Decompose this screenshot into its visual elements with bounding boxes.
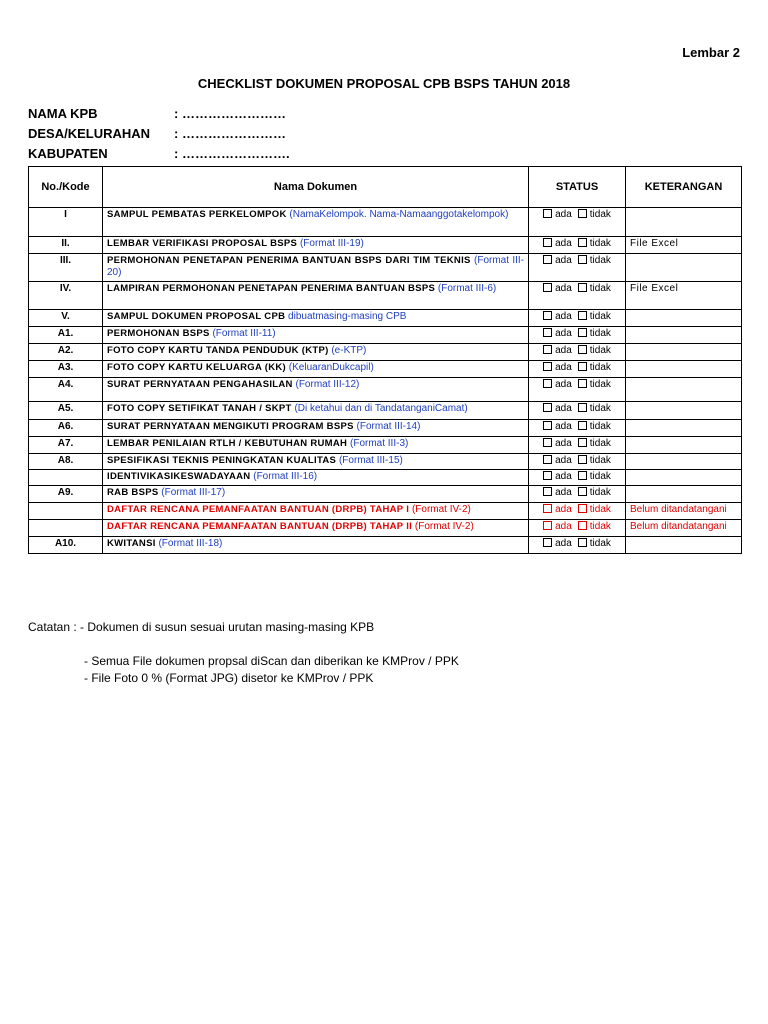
document-format: (Format III-16) <box>253 471 318 482</box>
status-ada-option[interactable] <box>543 403 572 415</box>
status-ada-label: ada <box>555 438 572 449</box>
status-tidak-option[interactable] <box>578 328 611 340</box>
document-format: (Format IV-2) <box>414 521 474 532</box>
row-status <box>529 237 626 254</box>
document-format: (Format III-11) <box>212 328 276 339</box>
status-ada-option[interactable] <box>543 504 572 516</box>
document-name: FOTO COPY KARTU KELUARGA (KK) <box>107 362 286 373</box>
row-document-name <box>103 470 529 486</box>
status-tidak-option[interactable] <box>578 379 611 391</box>
row-code: A10. <box>29 537 103 554</box>
header-name: Nama Dokumen <box>103 167 529 208</box>
row-code <box>29 503 103 520</box>
checkbox-icon[interactable] <box>578 379 587 388</box>
row-document-name <box>103 327 529 344</box>
table-row <box>29 310 742 327</box>
checkbox-icon[interactable] <box>543 438 552 447</box>
row-document-name <box>103 208 529 237</box>
checkbox-icon[interactable] <box>543 538 552 547</box>
document-name: DAFTAR RENCANA PEMANFAATAN BANTUAN (DRPB) TAHAP II <box>107 521 413 532</box>
row-status <box>529 437 626 454</box>
status-ada-label: ada <box>555 255 572 266</box>
status-ada-option[interactable] <box>543 283 572 295</box>
row-keterangan <box>626 208 742 237</box>
checkbox-icon[interactable] <box>578 471 587 480</box>
table-row <box>29 454 742 470</box>
checkbox-icon[interactable] <box>578 438 587 447</box>
status-ada-label: ada <box>555 283 572 294</box>
row-document-name <box>103 520 529 537</box>
document-name: KWITANSI <box>107 538 156 549</box>
note-catatan: Catatan : - Dokumen di susun sesuai urutan masing-masing KPB <box>28 620 375 634</box>
status-tidak-option[interactable] <box>578 455 611 467</box>
row-keterangan <box>626 470 742 486</box>
row-keterangan: Belum ditandatangani <box>626 503 742 520</box>
document-format: (Format III-20) <box>107 255 524 278</box>
document-name: LEMBAR VERIFIKASI PROPOSAL BSPS <box>107 238 298 249</box>
table-row <box>29 378 742 402</box>
row-document-name <box>103 310 529 327</box>
document-name: SURAT PERNYATAAN MENGIKUTI PROGRAM BSPS <box>107 421 354 432</box>
row-document-name <box>103 237 529 254</box>
checkbox-icon[interactable] <box>543 521 552 530</box>
status-tidak-label: tidak <box>589 403 611 414</box>
row-status <box>529 310 626 327</box>
status-ada-option[interactable] <box>543 345 572 357</box>
checkbox-icon[interactable] <box>578 345 587 354</box>
status-tidak-option[interactable] <box>578 438 611 450</box>
identity-desa-label: DESA/KELURAHAN <box>28 126 151 141</box>
sheet-label: Lembar 2 <box>682 45 740 60</box>
table-row <box>29 486 742 503</box>
checkbox-icon[interactable] <box>543 362 552 371</box>
document-title: CHECKLIST DOKUMEN PROPOSAL CPB BSPS TAHUN 2018 <box>197 76 571 91</box>
status-ada-label: ada <box>555 403 572 414</box>
row-document-name <box>103 503 529 520</box>
checkbox-icon[interactable] <box>543 345 552 354</box>
row-document-name <box>103 420 529 437</box>
table-row <box>29 437 742 454</box>
status-tidak-label: tidak <box>589 421 611 432</box>
checkbox-icon[interactable] <box>578 311 587 320</box>
checkbox-icon[interactable] <box>578 362 587 371</box>
identity-kpb <box>28 106 286 121</box>
document-name: SPESIFIKASI TEKNIS PENINGKATAN KUALITAS <box>107 455 337 466</box>
checkbox-icon[interactable] <box>543 455 552 464</box>
checklist-table <box>28 166 742 554</box>
row-document-name <box>103 254 529 282</box>
status-ada-label: ada <box>555 345 572 356</box>
checkbox-icon[interactable] <box>543 255 552 264</box>
status-tidak-label: tidak <box>589 504 611 515</box>
document-format: (Format III-15) <box>338 455 403 466</box>
document-name: LEMBAR PENILAIAN RTLH / KEBUTUHAN RUMAH <box>107 438 348 449</box>
row-keterangan <box>626 420 742 437</box>
document-name: FOTO COPY SETIFIKAT TANAH / SKPT <box>107 403 292 414</box>
row-status <box>529 537 626 554</box>
identity-kpb-value: : …………………… <box>174 106 286 121</box>
status-tidak-option[interactable] <box>578 421 611 433</box>
row-document-name <box>103 454 529 470</box>
status-ada-label: ada <box>555 538 572 549</box>
row-status <box>529 361 626 378</box>
row-status <box>529 344 626 361</box>
row-code: III. <box>29 254 103 282</box>
row-code: A6. <box>29 420 103 437</box>
checkbox-icon[interactable] <box>578 255 587 264</box>
table-row <box>29 361 742 378</box>
row-code: IV. <box>29 282 103 310</box>
header-status: STATUS <box>529 167 626 208</box>
document-format: (Format III-6) <box>437 283 497 294</box>
checkbox-icon[interactable] <box>578 328 587 337</box>
table-body <box>29 208 742 554</box>
status-ada-option[interactable] <box>543 209 572 221</box>
status-ada-option[interactable] <box>543 362 572 374</box>
row-document-name <box>103 402 529 420</box>
checkbox-icon[interactable] <box>543 328 552 337</box>
row-document-name <box>103 437 529 454</box>
status-ada-label: ada <box>555 487 572 498</box>
note-item: - Semua File dokumen propsal diScan dan diberikan ke KMProv / PPK <box>84 654 459 668</box>
row-status <box>529 208 626 237</box>
row-code: A7. <box>29 437 103 454</box>
identity-kabupaten-value: : ……………………. <box>174 146 290 161</box>
row-document-name <box>103 361 529 378</box>
status-tidak-option[interactable] <box>578 521 611 533</box>
row-keterangan <box>626 402 742 420</box>
status-tidak-option[interactable] <box>578 238 611 250</box>
row-status <box>529 454 626 470</box>
checkbox-icon[interactable] <box>543 421 552 430</box>
status-tidak-option[interactable] <box>578 311 611 323</box>
status-ada-option[interactable] <box>543 438 572 450</box>
checkbox-icon[interactable] <box>578 421 587 430</box>
row-status <box>529 378 626 402</box>
document-name: DAFTAR RENCANA PEMANFAATAN BANTUAN (DRPB) TAHAP I <box>107 504 410 515</box>
table-row <box>29 520 742 537</box>
row-keterangan <box>626 327 742 344</box>
table-row <box>29 344 742 361</box>
row-keterangan <box>626 437 742 454</box>
row-code: A4. <box>29 378 103 402</box>
document-format: (Format III-19) <box>299 238 364 249</box>
row-status <box>529 254 626 282</box>
status-ada-option[interactable] <box>543 487 572 499</box>
table-row <box>29 237 742 254</box>
row-document-name <box>103 344 529 361</box>
document-name: IDENTIVIKASIKESWADAYAAN <box>107 471 251 482</box>
status-tidak-label: tidak <box>589 538 611 549</box>
document-name: SAMPUL DOKUMEN PROPOSAL CPB <box>107 311 286 322</box>
document-format: (KeluaranDukcapil) <box>288 362 374 373</box>
document-name: PERMOHONAN BSPS <box>107 328 210 339</box>
row-code: A5. <box>29 402 103 420</box>
status-tidak-label: tidak <box>589 379 611 390</box>
document-format: (Format III-17) <box>161 487 226 498</box>
row-status <box>529 520 626 537</box>
status-ada-label: ada <box>555 328 572 339</box>
checkbox-icon[interactable] <box>543 311 552 320</box>
row-status <box>529 327 626 344</box>
checkbox-icon[interactable] <box>543 403 552 412</box>
status-tidak-label: tidak <box>589 238 611 249</box>
status-ada-option[interactable] <box>543 538 572 550</box>
document-format: (Format III-3) <box>350 438 409 449</box>
document-format: (NamaKelompok. Nama-Namaanggotakelompok) <box>289 209 509 220</box>
status-ada-label: ada <box>555 471 572 482</box>
status-tidak-option[interactable] <box>578 487 611 499</box>
document-format: dibuatmasing-masing CPB <box>288 311 407 322</box>
status-tidak-option[interactable] <box>578 345 611 357</box>
identity-desa-value: : …………………… <box>174 126 286 141</box>
status-ada-label: ada <box>555 238 572 249</box>
row-keterangan <box>626 537 742 554</box>
row-status <box>529 282 626 310</box>
status-tidak-label: tidak <box>589 521 611 532</box>
row-code: A3. <box>29 361 103 378</box>
checkbox-icon[interactable] <box>543 471 552 480</box>
row-keterangan <box>626 486 742 503</box>
table-row <box>29 327 742 344</box>
checkbox-icon[interactable] <box>578 538 587 547</box>
row-keterangan: File Excel <box>626 237 742 254</box>
row-document-name <box>103 486 529 503</box>
note-item: - File Foto 0 % (Format JPG) disetor ke KMProv / PPK <box>84 671 374 685</box>
table-row <box>29 470 742 486</box>
table-row <box>29 254 742 282</box>
status-tidak-label: tidak <box>589 362 611 373</box>
header-keterangan: KETERANGAN <box>626 167 742 208</box>
row-keterangan <box>626 254 742 282</box>
document-name: FOTO COPY KARTU TANDA PENDUDUK (KTP) <box>107 345 329 356</box>
status-ada-option[interactable] <box>543 379 572 391</box>
status-ada-label: ada <box>555 311 572 322</box>
status-tidak-option[interactable] <box>578 209 611 221</box>
status-ada-option[interactable] <box>543 238 572 250</box>
status-ada-label: ada <box>555 521 572 532</box>
row-document-name <box>103 537 529 554</box>
row-code: II. <box>29 237 103 254</box>
row-keterangan <box>626 344 742 361</box>
document-name: LAMPIRAN PERMOHONAN PENETAPAN PENERIMA BANTUAN BSPS <box>107 283 436 294</box>
row-keterangan <box>626 361 742 378</box>
table-header-row <box>29 167 742 208</box>
status-tidak-option[interactable] <box>578 255 611 267</box>
status-ada-label: ada <box>555 455 572 466</box>
checkbox-icon[interactable] <box>578 455 587 464</box>
checkbox-icon[interactable] <box>578 209 587 218</box>
status-ada-label: ada <box>555 504 572 515</box>
row-code <box>29 520 103 537</box>
checkbox-icon[interactable] <box>543 504 552 513</box>
document-format: (Format III-18) <box>158 538 223 549</box>
status-tidak-label: tidak <box>589 255 611 266</box>
row-code: V. <box>29 310 103 327</box>
row-document-name <box>103 282 529 310</box>
header-code: No./Kode <box>29 167 103 208</box>
table-row <box>29 503 742 520</box>
checkbox-icon[interactable] <box>543 379 552 388</box>
document-format: (Format III-14) <box>356 421 421 432</box>
status-tidak-option[interactable] <box>578 362 611 374</box>
document-format: (e-KTP) <box>331 345 367 356</box>
row-status <box>529 402 626 420</box>
row-code: A2. <box>29 344 103 361</box>
row-keterangan <box>626 454 742 470</box>
status-tidak-label: tidak <box>589 345 611 356</box>
identity-kpb-label: NAMA KPB <box>28 106 98 121</box>
status-tidak-option[interactable] <box>578 403 611 415</box>
checkbox-icon[interactable] <box>578 283 587 292</box>
table-row <box>29 282 742 310</box>
status-ada-label: ada <box>555 362 572 373</box>
status-ada-option[interactable] <box>543 521 572 533</box>
checkbox-icon[interactable] <box>578 403 587 412</box>
row-code <box>29 470 103 486</box>
checkbox-icon[interactable] <box>543 209 552 218</box>
status-tidak-label: tidak <box>589 455 611 466</box>
status-tidak-option[interactable] <box>578 283 611 295</box>
row-keterangan: Belum ditandatangani <box>626 520 742 537</box>
status-ada-option[interactable] <box>543 471 572 483</box>
status-ada-option[interactable] <box>543 421 572 433</box>
status-ada-option[interactable] <box>543 328 572 340</box>
status-ada-label: ada <box>555 209 572 220</box>
document-format: (Di ketahui dan di TandatanganiCamat) <box>294 403 468 414</box>
status-tidak-option[interactable] <box>578 538 611 550</box>
status-tidak-label: tidak <box>589 311 611 322</box>
identity-desa <box>28 126 286 141</box>
row-code: A8. <box>29 454 103 470</box>
checkbox-icon[interactable] <box>543 238 552 247</box>
checkbox-icon[interactable] <box>543 283 552 292</box>
row-status <box>529 486 626 503</box>
table-row <box>29 537 742 554</box>
row-keterangan <box>626 310 742 327</box>
status-tidak-option[interactable] <box>578 504 611 516</box>
status-tidak-label: tidak <box>589 471 611 482</box>
status-tidak-label: tidak <box>589 283 611 294</box>
status-ada-label: ada <box>555 379 572 390</box>
status-tidak-option[interactable] <box>578 471 611 483</box>
checkbox-icon[interactable] <box>578 504 587 513</box>
status-tidak-label: tidak <box>589 328 611 339</box>
document-name: SURAT PERNYATAAN PENGAHASILAN <box>107 379 293 390</box>
document-name: RAB BSPS <box>107 487 159 498</box>
row-document-name <box>103 378 529 402</box>
checkbox-icon[interactable] <box>578 238 587 247</box>
checkbox-icon[interactable] <box>543 487 552 496</box>
status-ada-option[interactable] <box>543 255 572 267</box>
status-ada-option[interactable] <box>543 455 572 467</box>
checkbox-icon[interactable] <box>578 521 587 530</box>
status-ada-label: ada <box>555 421 572 432</box>
status-tidak-label: tidak <box>589 209 611 220</box>
status-ada-option[interactable] <box>543 311 572 323</box>
row-code: A9. <box>29 486 103 503</box>
identity-kabupaten-label: KABUPATEN <box>28 146 108 161</box>
status-tidak-label: tidak <box>589 487 611 498</box>
row-status <box>529 420 626 437</box>
document-name: SAMPUL PEMBATAS PERKELOMPOK <box>107 209 287 220</box>
row-status <box>529 470 626 486</box>
document-format: (Format IV-2) <box>411 504 471 515</box>
document-name: PERMOHONAN PENETAPAN PENERIMA BANTUAN BSPS DARI TIM TEKNIS <box>107 255 471 266</box>
row-keterangan: File Excel <box>626 282 742 310</box>
status-tidak-label: tidak <box>589 438 611 449</box>
table-row <box>29 208 742 237</box>
checkbox-icon[interactable] <box>578 487 587 496</box>
identity-kabupaten <box>28 146 290 161</box>
row-code: A1. <box>29 327 103 344</box>
row-keterangan <box>626 378 742 402</box>
document-format: (Format III-12) <box>295 379 360 390</box>
row-code: I <box>29 208 103 237</box>
table-row <box>29 420 742 437</box>
table-row <box>29 402 742 420</box>
row-status <box>529 503 626 520</box>
